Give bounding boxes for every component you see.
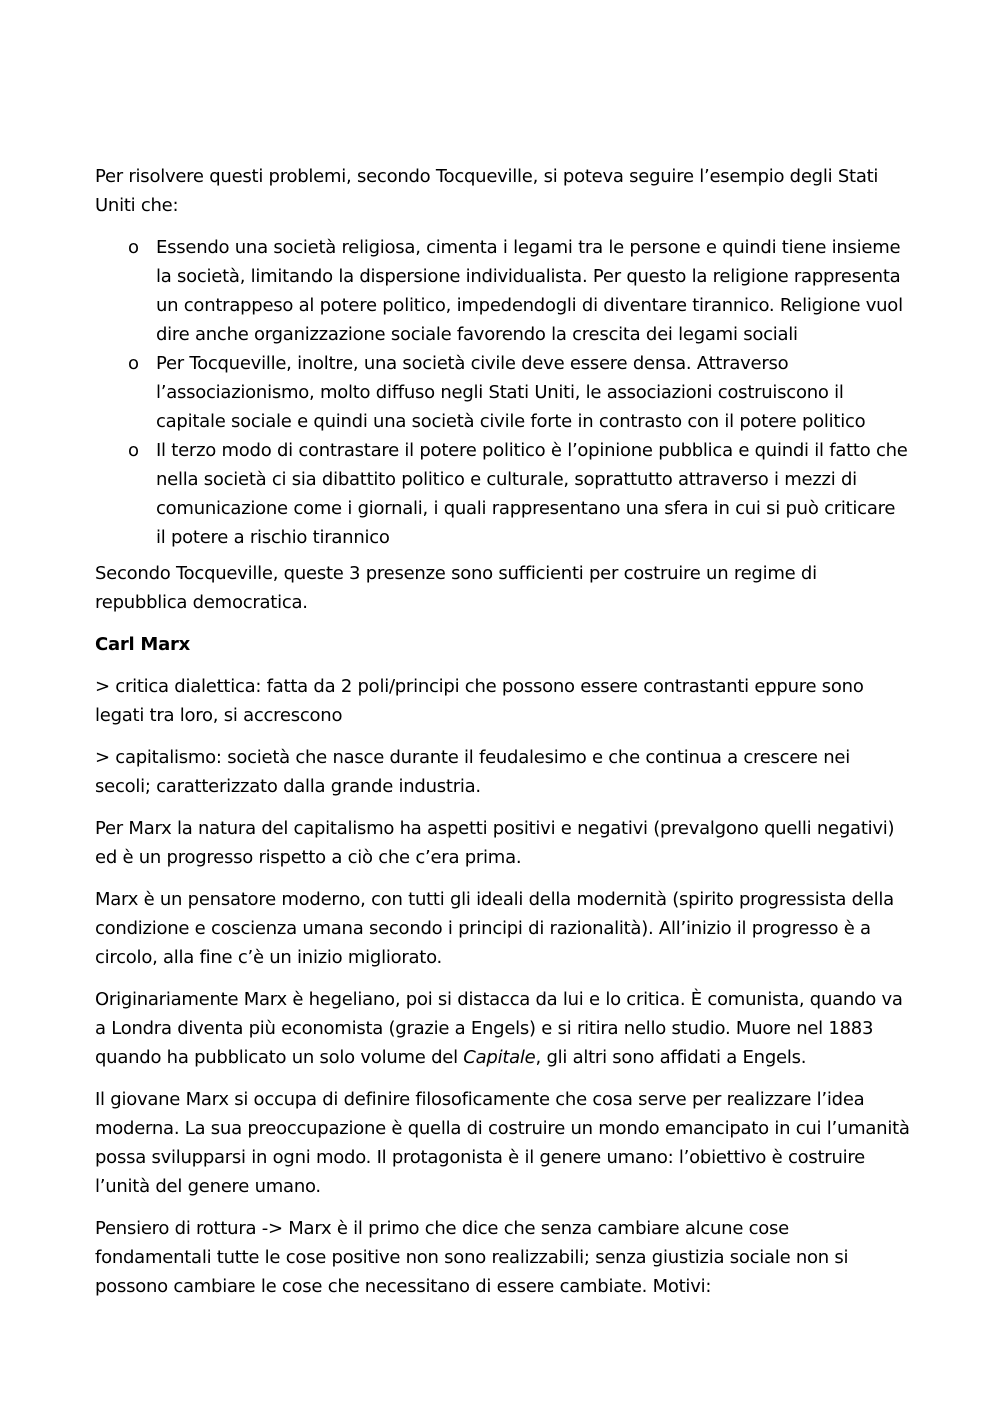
list-item xyxy=(95,436,910,552)
document-page xyxy=(95,162,910,1314)
bullet-marker: o xyxy=(128,353,139,374)
rupture-paragraph: Pensiero di rottura -> Marx è il primo che dice che senza cambiare alcune cose fondamentali tutte le cose positive non sono realizzabili; senza giustizia sociale non si possono cambiare le cose che necessitano di essere cambiate. Motivi: xyxy=(95,1218,849,1297)
bullet-list xyxy=(95,233,910,552)
capitalism-paragraph: > capitalismo: società che nasce durante il feudalesimo e che continua a crescere nei secoli; caratterizzato dalla grande industria. xyxy=(95,747,850,797)
list-item-text: Per Tocqueville, inoltre, una società civile deve essere densa. Attraverso l’associazionismo, molto diffuso negli Stati Uniti, le associazioni costruiscono il capitale sociale e quindi una società civile forte in contrasto con il potere politico xyxy=(156,353,866,432)
list-item-text: Il terzo modo di contrastare il potere politico è l’opinione pubblica e quindi il fatto che nella società ci sia dibattito politico e culturale, soprattutto attraverso i mezzi di comunicazione come i giornali, i quali rappresentano una sfera in cui si può criticare il potere a rischio tirannico xyxy=(156,440,908,548)
bullet-marker: o xyxy=(128,440,139,461)
origins-text-before: Originariamente Marx è hegeliano, poi si distacca da lui e lo critica. È comunista, quando va a Londra diventa più economista (grazie a Engels) e si ritira nello studio. Muore nel 1883 quando ha pubblicato un solo volume del xyxy=(95,989,903,1068)
capitale-title: Capitale xyxy=(463,1047,536,1068)
intro-paragraph: Per risolvere questi problemi, secondo Tocqueville, si poteva seguire l’esempio degli Stati Uniti che: xyxy=(95,166,879,216)
origins-paragraph xyxy=(95,985,910,1072)
section-heading-marx: Carl Marx xyxy=(95,634,190,655)
modern-thinker-paragraph: Marx è un pensatore moderno, con tutti gli ideali della modernità (spirito progressista della condizione e coscienza umana secondo i principi di razionalità). All’inizio il progresso è a circolo, alla fine c’è un inizio migliorato. xyxy=(95,889,894,968)
young-marx-paragraph: Il giovane Marx si occupa di definire filosoficamente che cosa serve per realizzare l’idea moderna. La sua preoccupazione è quella di costruire un mondo emancipato in cui l’umanità possa svilupparsi in ogni modo. Il protagonista è il genere umano: l’obiettivo è costruire l’unità del genere umano. xyxy=(95,1089,910,1197)
capitalism-nature-paragraph: Per Marx la natura del capitalismo ha aspetti positivi e negativi (prevalgono quelli negativi) ed è un progresso rispetto a ciò che c’era prima. xyxy=(95,818,895,868)
tocqueville-conclusion-paragraph: Secondo Tocqueville, queste 3 presenze sono sufficienti per costruire un regime di repubblica democratica. xyxy=(95,563,817,613)
bullet-marker: o xyxy=(128,237,139,258)
list-item-text: Essendo una società religiosa, cimenta i legami tra le persone e quindi tiene insieme la società, limitando la dispersione individualista. Per questo la religione rappresenta un contrappeso al potere politico, impedendogli di diventare tirannico. Religione vuol dire anche organizzazione sociale favorendo la crescita dei legami sociali xyxy=(156,237,903,345)
origins-text-after: , gli altri sono affidati a Engels. xyxy=(535,1047,807,1068)
list-item xyxy=(95,349,910,436)
dialectic-paragraph: > critica dialettica: fatta da 2 poli/principi che possono essere contrastanti eppure sono legati tra loro, si accrescono xyxy=(95,676,864,726)
list-item xyxy=(95,233,910,349)
